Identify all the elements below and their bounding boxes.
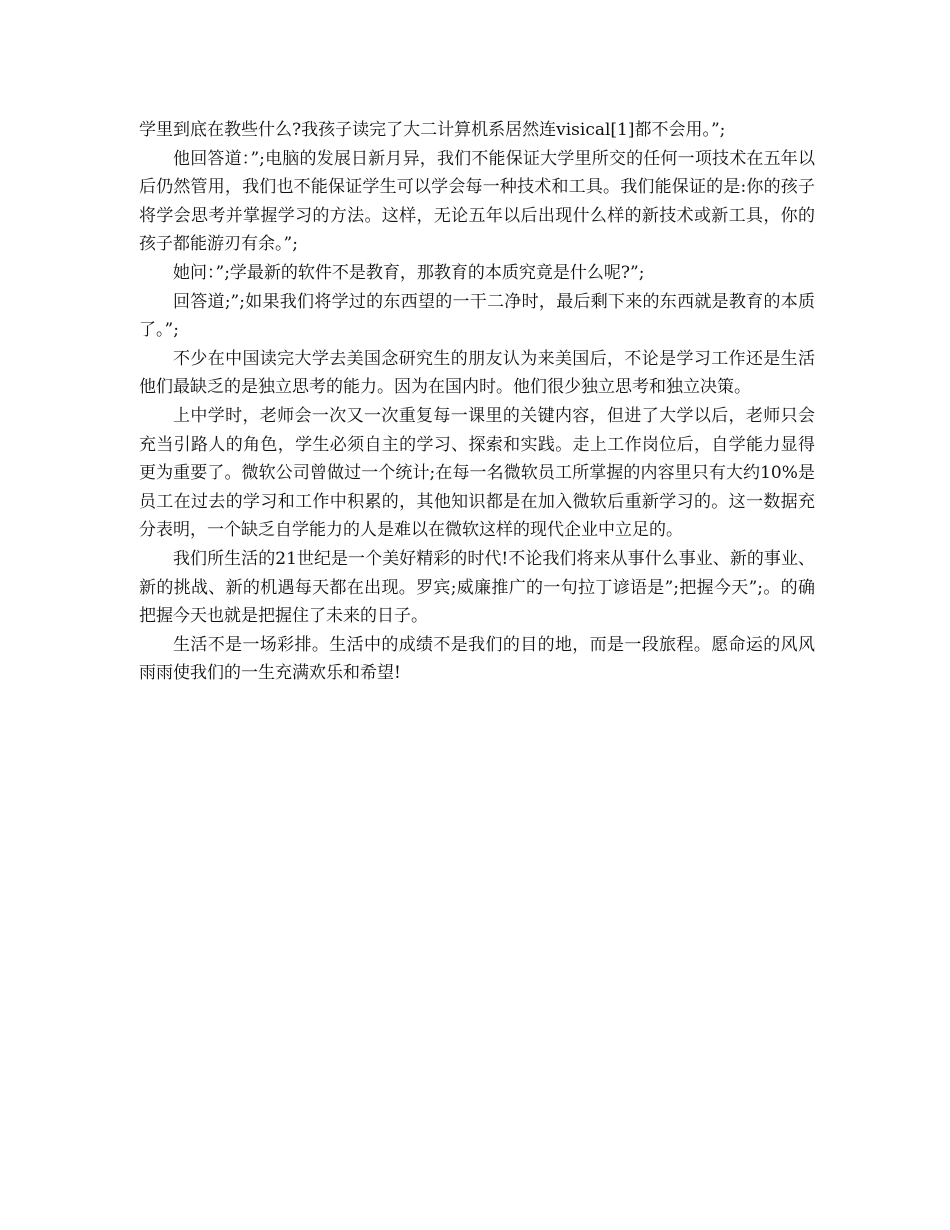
paragraph: 生活不是一场彩排。生活中的成绩不是我们的目的地，而是一段旅程。愿命运的风风雨雨使我们的一生充满欢乐和希望!	[139, 634, 815, 684]
paragraph: 上中学时，老师会一次又一次重复每一课里的关键内容，但进了大学以后，老师只会充当引路人的角色，学生必须自主的学习、探索和实践。走上工作岗位后，自学能力显得更为重要了。微软公司曾做过一个统计;在每一名微软员工所掌握的内容里只有大约10%是员工在过去的学习和工作中积累的，其他知识都是在加入微软后重新学习的。这一数据充分表明，一个缺乏自学能力的人是难以在微软这样的现代企业中立足的。	[139, 405, 815, 541]
paragraph: 他回答道：”;电脑的发展日新月异，我们不能保证大学里所交的任何一项技术在五年以后仍然管用，我们也不能保证学生可以学会每一种技术和工具。我们能保证的是:你的孩子将学会思考并掌握学习的方法。这样，无论五年以后出现什么样的新技术或新工具，你的孩子都能游刃有余。”;	[139, 148, 815, 255]
paragraph-continued: 学里到底在教些什么?我孩子读完了大二计算机系居然连visical[1]都不会用。”;	[139, 120, 726, 140]
paragraph: 我们所生活的21世纪是一个美好精彩的时代!不论我们将来从事什么事业、新的事业、新的挑战、新的机遇每天都在出现。罗宾;威廉推广的一句拉丁谚语是”;把握今天”;。的确把握今天也就是把握住了未来的日子。	[139, 548, 815, 627]
paragraph: 不少在中国读完大学去美国念研究生的朋友认为来美国后，不论是学习工作还是生活他们最缺乏的是独立思考的能力。因为在国内时。他们很少独立思考和独立决策。	[139, 348, 815, 398]
paragraph: 她问：”;学最新的软件不是教育，那教育的本质究竟是什么呢?”;	[173, 262, 645, 283]
paragraph: 回答道;”;如果我们将学过的东西望的一干二净时，最后剩下来的东西就是教育的本质了。”;	[139, 291, 815, 341]
document-body	[139, 116, 815, 688]
